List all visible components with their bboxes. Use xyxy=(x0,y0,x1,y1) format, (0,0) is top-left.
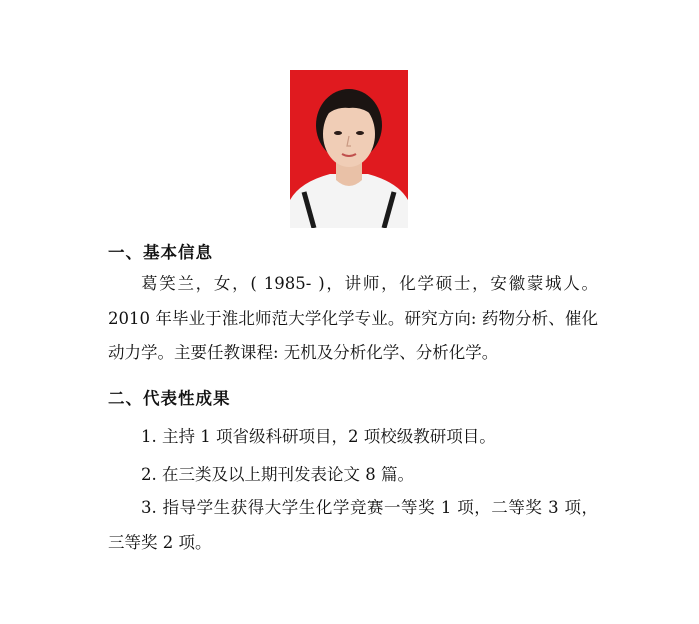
section-heading-basic-info: 一、基本信息 xyxy=(108,243,213,262)
achievement-item: 2. 在三类及以上期刊发表论文 8 篇。 xyxy=(141,465,414,484)
basic-info-paragraph: 葛笑兰，女，( 1985- )，讲师，化学硕士，安徽蒙城人。2010 年毕业于淮北师范大学化学专业。研究方向: 药物分析、催化动力学。主要任教课程: 无机及分析化学、分析化学。 xyxy=(108,274,598,362)
section-heading-achievements: 二、代表性成果 xyxy=(108,389,231,408)
profile-photo xyxy=(290,70,408,228)
achievement-item: 1. 主持 1 项省级科研项目，2 项校级教研项目。 xyxy=(141,427,496,446)
portrait-illustration xyxy=(290,70,408,228)
achievement-item: 3. 指导学生获得大学生化学竞赛一等奖 1 项，二等奖 3 项，三等奖 2 项。 xyxy=(108,498,598,552)
